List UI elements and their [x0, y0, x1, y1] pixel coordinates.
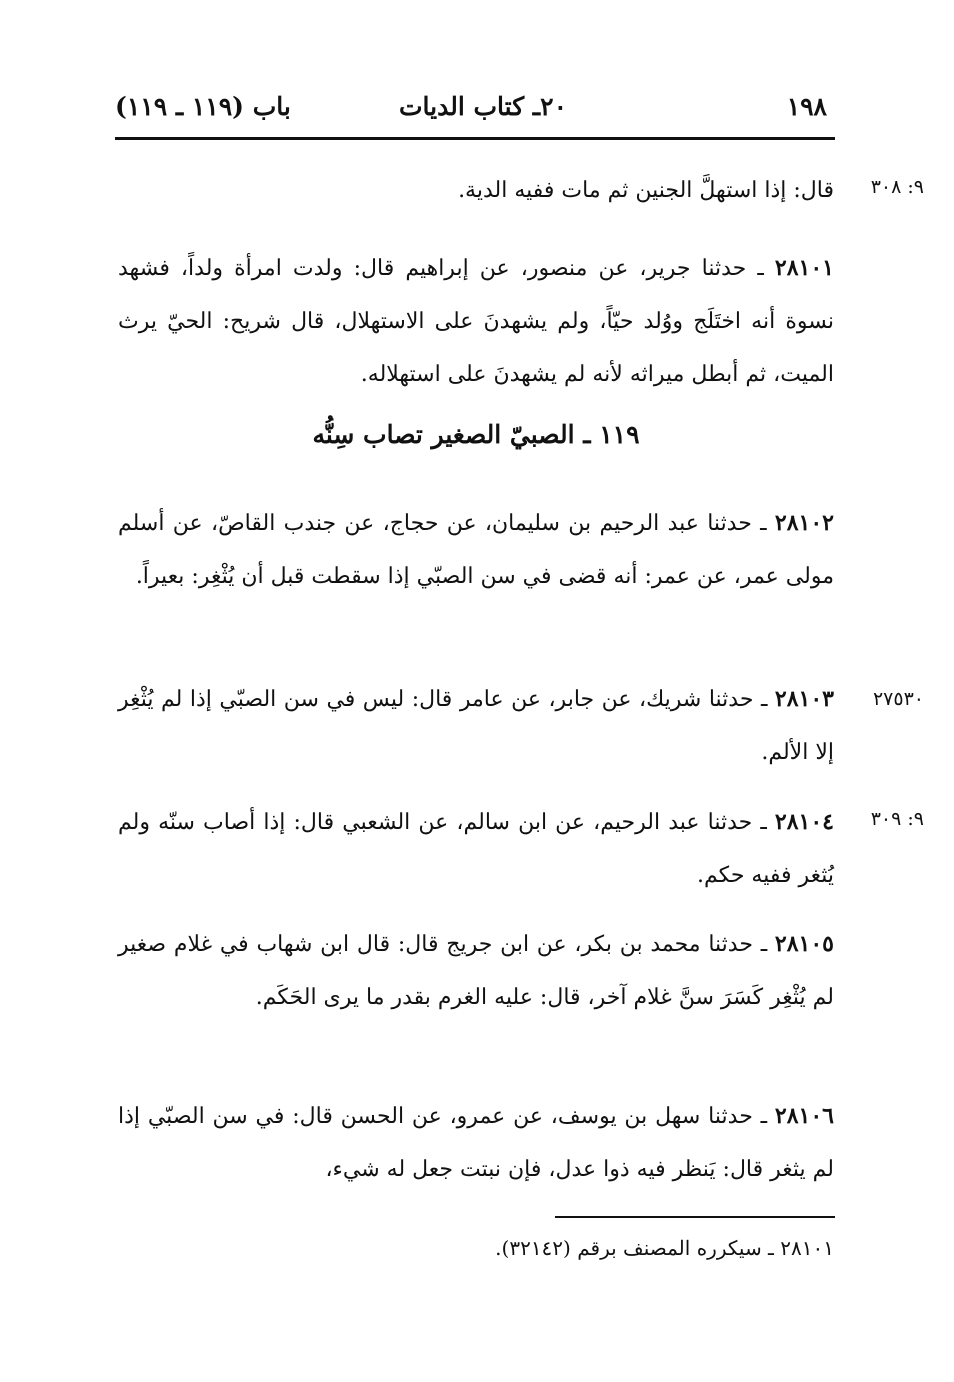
hadith-28104 — [118, 796, 834, 902]
hadith-number: ٢٨١٠٣ — [774, 686, 834, 712]
footnote-rule — [555, 1216, 835, 1218]
hadith-text: ـ حدثنا عبد الرحيم بن سليمان، عن حجاج، عن جندب القاصّ، عن أسلم مولى عمر، عن عمر: أنه قضى في سن الصبّي إذا سقطت قبل أن يُثْغِر: بعيراً. — [118, 511, 834, 589]
hadith-number: ٢٨١٠٥ — [774, 931, 834, 957]
running-header — [115, 88, 835, 128]
hadith-28106 — [118, 1090, 834, 1196]
footnote: ٢٨١٠١ ـ سيكرره المصنف برقم (٣٢١٤٢). — [495, 1236, 834, 1260]
margin-reference: ٩: ٣٠٩ — [870, 808, 924, 830]
chapter-range: باب (١١٩ ـ ١١٩) — [115, 92, 291, 121]
hadith-number: ٢٨١٠٦ — [774, 1103, 834, 1129]
hadith-28103 — [118, 673, 834, 779]
hadith-text: ـ حدثنا شريك، عن جابر، عن عامر قال: ليس في سن الصبّي إذا لم يُثْغِر إلا الألم. — [118, 687, 834, 765]
page-number: ١٩٨ — [786, 92, 827, 121]
hadith-number: ٢٨١٠١ — [774, 255, 834, 281]
hadith-text: ـ حدثنا عبد الرحيم، عن ابن سالم، عن الشعبي قال: إذا أصاب سنّه ولم يُثغر ففيه حكم. — [118, 810, 834, 888]
hadith-text: ـ حدثنا محمد بن بكر، عن ابن جريج قال: قال ابن شهاب في غلام صغير لم يُثْغِر كَسَرَ سنَّ غلام آخر، قال: عليه الغرم بقدر ما يرى الحَكَم. — [118, 932, 834, 1010]
header-rule — [115, 137, 835, 140]
hadith-text: ـ حدثنا سهل بن يوسف، عن عمرو، عن الحسن قال: في سن الصبّي إذا لم يثغر قال: يَنظر فيه ذوا عدل، فإن نبتت جعل له شيء، — [118, 1104, 834, 1182]
book-title: ٢٠ـ كتاب الديات — [399, 92, 567, 121]
section-heading: ١١٩ ـ الصبيّ الصغير تصاب سِنُّه — [312, 420, 640, 449]
hadith-number: ٢٨١٠٢ — [774, 510, 834, 536]
margin-reference: ٩: ٣٠٨ — [870, 176, 924, 198]
paragraph-0 — [118, 164, 834, 217]
hadith-text: ـ حدثنا جرير، عن منصور، عن إبراهيم قال: ولدت امرأة ولداً، فشهد نسوة أنه اختَلَج ووُلد حيّاً، ولم يشهدنَ على الاستهلال، قال شريح: الحيّ يرث الميت، ثم أبطل ميراثه لأنه لم يشهدنَ على استهلاله. — [118, 256, 834, 387]
hadith-28101 — [118, 242, 834, 401]
hadith-28102 — [118, 497, 834, 603]
hadith-number: ٢٨١٠٤ — [774, 809, 834, 835]
hadith-28105 — [118, 918, 834, 1024]
margin-reference: ٢٧٥٣٠ — [872, 688, 924, 710]
paragraph-text: قال: إذا استهلَّ الجنين ثم مات ففيه الدية. — [458, 178, 834, 203]
